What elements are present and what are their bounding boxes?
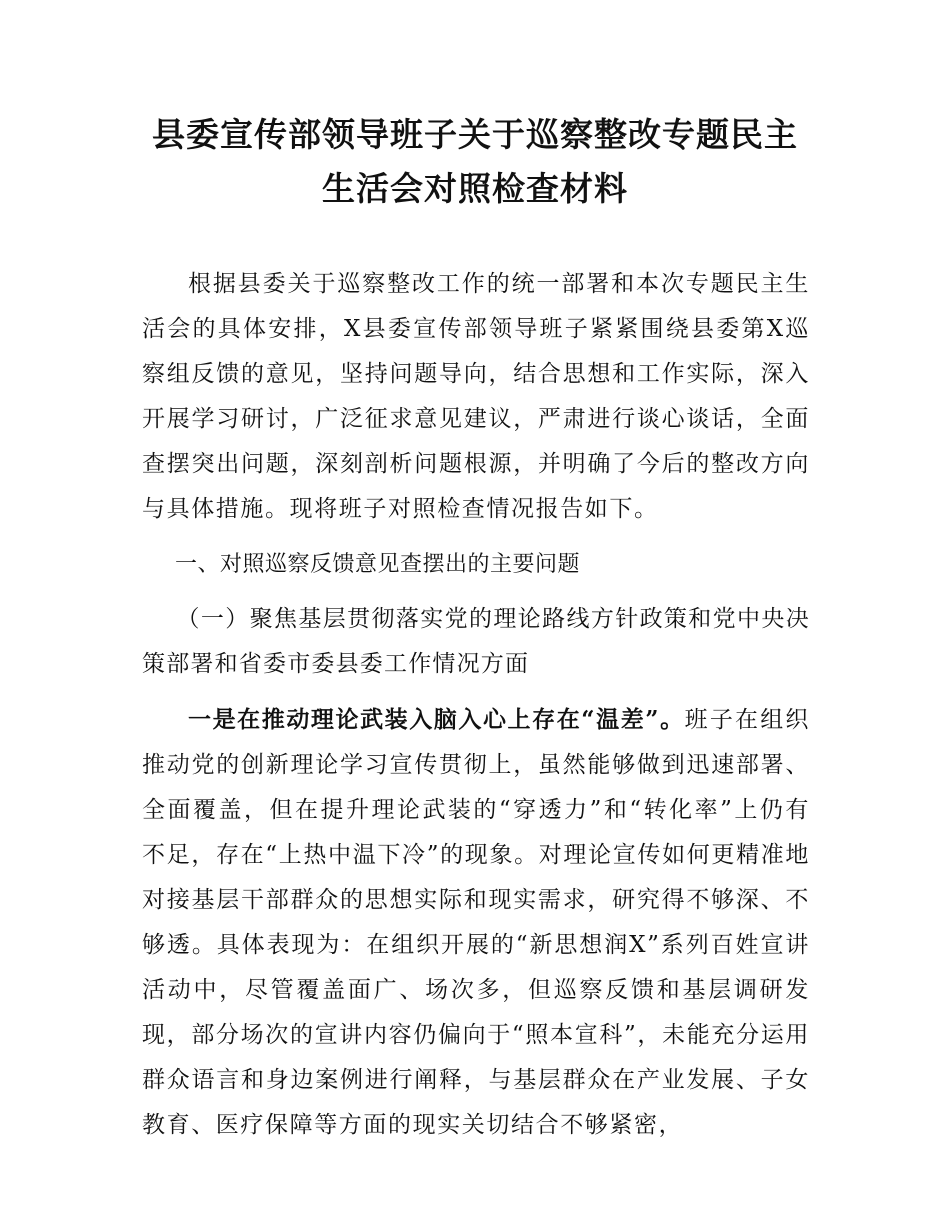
document-title <box>120 108 830 216</box>
point-paragraph <box>142 697 810 1148</box>
spacer <box>142 587 810 597</box>
title-line-2: 生活会对照检查材料 <box>322 169 628 208</box>
point-lead: 一是在推动理论武装入脑入心上存在“温差”。 <box>188 706 685 733</box>
section-heading: 一、对照巡察反馈意见查摆出的主要问题 <box>175 552 581 577</box>
document-body <box>142 262 810 1148</box>
spacer <box>142 687 810 697</box>
title-line-1: 县委宣传部领导班子关于巡察整改专题民主 <box>152 115 798 154</box>
intro-paragraph: 根据县委关于巡察整改工作的统一部署和本次专题民主生活会的具体安排，X县委宣传部领导班子紧紧围绕县委第X巡察组反馈的意见，坚持问题导向，结合思想和工作实际，深入开展学习研讨，广泛征求意见建议，严肃进行谈心谈话，全面查摆突出问题，深刻剖析问题根源，并明确了今后的整改方向与具体措施。现将班子对照检查情况报告如下。 <box>142 271 810 522</box>
spacer <box>142 532 810 542</box>
subsection-heading: （一）聚焦基层贯彻落实党的理论路线方针政策和党中央决策部署和省委市委县委工作情况方面 <box>142 606 810 677</box>
point-body: 班子在组织推动党的创新理论学习宣传贯彻上，虽然能够做到迅速部署、全面覆盖，但在提升理论武装的“穿透力”和“转化率”上仍有不足，存在“上热中温下冷”的现象。对理论宣传如何更精准地对接基层干部群众的思想实际和现实需求，研究得不够深、不够透。具体表现为：在组织开展的“新思想润X”系列百姓宣讲活动中，尽管覆盖面广、场次多，但巡察反馈和基层调研发现，部分场次的宣讲内容仍偏向于“照本宣科”，未能充分运用群众语言和身边案例进行阐释，与基层群众在产业发展、子女教育、医疗保障等方面的现实关切结合不够紧密， <box>142 707 810 1138</box>
